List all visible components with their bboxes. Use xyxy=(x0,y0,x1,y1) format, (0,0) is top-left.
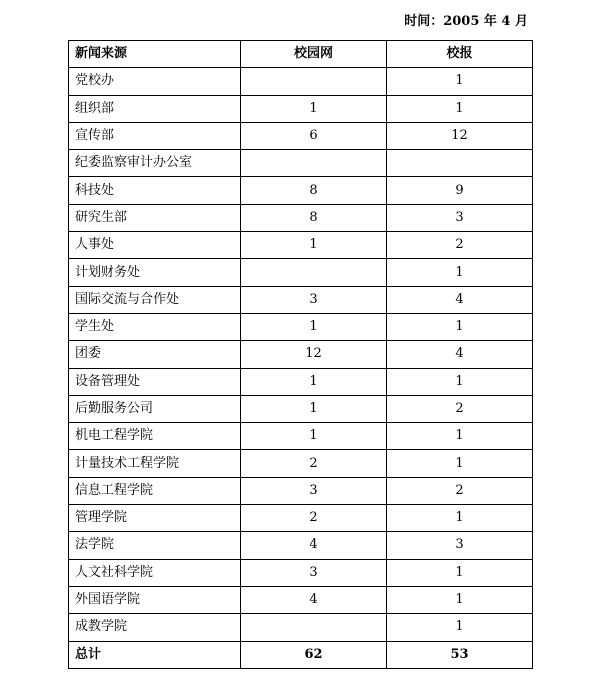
table-row xyxy=(69,232,533,259)
source-cell: 人文社科学院 xyxy=(69,559,241,586)
source-cell: 后勤服务公司 xyxy=(69,395,241,422)
school-paper-cell: 2 xyxy=(387,477,533,504)
source-cell: 组织部 xyxy=(69,95,241,122)
total-campus-web: 62 xyxy=(241,641,387,668)
school-paper-cell: 3 xyxy=(387,204,533,231)
campus-web-cell: 12 xyxy=(241,341,387,368)
source-cell: 计划财务处 xyxy=(69,259,241,286)
school-paper-cell: 1 xyxy=(387,259,533,286)
school-paper-cell: 1 xyxy=(387,68,533,95)
source-cell: 科技处 xyxy=(69,177,241,204)
school-paper-cell: 1 xyxy=(387,505,533,532)
school-paper-cell: 2 xyxy=(387,232,533,259)
source-cell: 团委 xyxy=(69,341,241,368)
campus-web-cell: 8 xyxy=(241,177,387,204)
campus-web-cell: 1 xyxy=(241,313,387,340)
table-body xyxy=(69,68,533,641)
table-row xyxy=(69,313,533,340)
table-row xyxy=(69,532,533,559)
table-row xyxy=(69,423,533,450)
campus-web-cell: 2 xyxy=(241,450,387,477)
source-cell: 管理学院 xyxy=(69,505,241,532)
source-cell: 设备管理处 xyxy=(69,368,241,395)
table-row xyxy=(69,259,533,286)
column-header-campus-web: 校园网 xyxy=(241,41,387,68)
source-cell: 法学院 xyxy=(69,532,241,559)
table-row xyxy=(69,95,533,122)
source-cell: 纪委监察审计办公室 xyxy=(69,150,241,177)
table-row xyxy=(69,341,533,368)
column-header-school-paper: 校报 xyxy=(387,41,533,68)
source-cell: 党校办 xyxy=(69,68,241,95)
campus-web-cell: 4 xyxy=(241,586,387,613)
school-paper-cell xyxy=(387,150,533,177)
campus-web-cell: 2 xyxy=(241,505,387,532)
school-paper-cell: 4 xyxy=(387,341,533,368)
news-source-table xyxy=(68,40,533,669)
campus-web-cell: 3 xyxy=(241,559,387,586)
school-paper-cell: 1 xyxy=(387,368,533,395)
table-row xyxy=(69,395,533,422)
table-row xyxy=(69,586,533,613)
campus-web-cell: 1 xyxy=(241,368,387,395)
school-paper-cell: 4 xyxy=(387,286,533,313)
table-row xyxy=(69,614,533,641)
table-row xyxy=(69,177,533,204)
table-row xyxy=(69,122,533,149)
campus-web-cell: 4 xyxy=(241,532,387,559)
source-cell: 研究生部 xyxy=(69,204,241,231)
total-school-paper: 53 xyxy=(387,641,533,668)
school-paper-cell: 12 xyxy=(387,122,533,149)
report-date: 时间：2005 年 4 月 xyxy=(404,14,528,29)
source-cell: 国际交流与合作处 xyxy=(69,286,241,313)
campus-web-cell xyxy=(241,68,387,95)
campus-web-cell: 3 xyxy=(241,477,387,504)
table-row xyxy=(69,150,533,177)
total-row xyxy=(69,641,533,668)
source-cell: 人事处 xyxy=(69,232,241,259)
school-paper-cell: 1 xyxy=(387,559,533,586)
school-paper-cell: 1 xyxy=(387,450,533,477)
campus-web-cell: 1 xyxy=(241,95,387,122)
school-paper-cell: 9 xyxy=(387,177,533,204)
school-paper-cell: 2 xyxy=(387,395,533,422)
table-row xyxy=(69,505,533,532)
total-label: 总计 xyxy=(69,641,241,668)
campus-web-cell xyxy=(241,150,387,177)
table-row xyxy=(69,477,533,504)
table-row xyxy=(69,559,533,586)
column-header-source: 新闻来源 xyxy=(69,41,241,68)
campus-web-cell xyxy=(241,614,387,641)
campus-web-cell: 1 xyxy=(241,395,387,422)
campus-web-cell: 1 xyxy=(241,423,387,450)
campus-web-cell: 8 xyxy=(241,204,387,231)
table-row xyxy=(69,286,533,313)
school-paper-cell: 3 xyxy=(387,532,533,559)
table-row xyxy=(69,450,533,477)
source-cell: 学生处 xyxy=(69,313,241,340)
school-paper-cell: 1 xyxy=(387,313,533,340)
table-row xyxy=(69,68,533,95)
school-paper-cell: 1 xyxy=(387,614,533,641)
campus-web-cell: 6 xyxy=(241,122,387,149)
source-cell: 信息工程学院 xyxy=(69,477,241,504)
table-header-row xyxy=(69,41,533,68)
source-cell: 成教学院 xyxy=(69,614,241,641)
source-cell: 宣传部 xyxy=(69,122,241,149)
school-paper-cell: 1 xyxy=(387,95,533,122)
source-cell: 外国语学院 xyxy=(69,586,241,613)
source-cell: 计量技术工程学院 xyxy=(69,450,241,477)
campus-web-cell xyxy=(241,259,387,286)
table-row xyxy=(69,368,533,395)
campus-web-cell: 1 xyxy=(241,232,387,259)
table-row xyxy=(69,204,533,231)
school-paper-cell: 1 xyxy=(387,423,533,450)
campus-web-cell: 3 xyxy=(241,286,387,313)
source-cell: 机电工程学院 xyxy=(69,423,241,450)
school-paper-cell: 1 xyxy=(387,586,533,613)
